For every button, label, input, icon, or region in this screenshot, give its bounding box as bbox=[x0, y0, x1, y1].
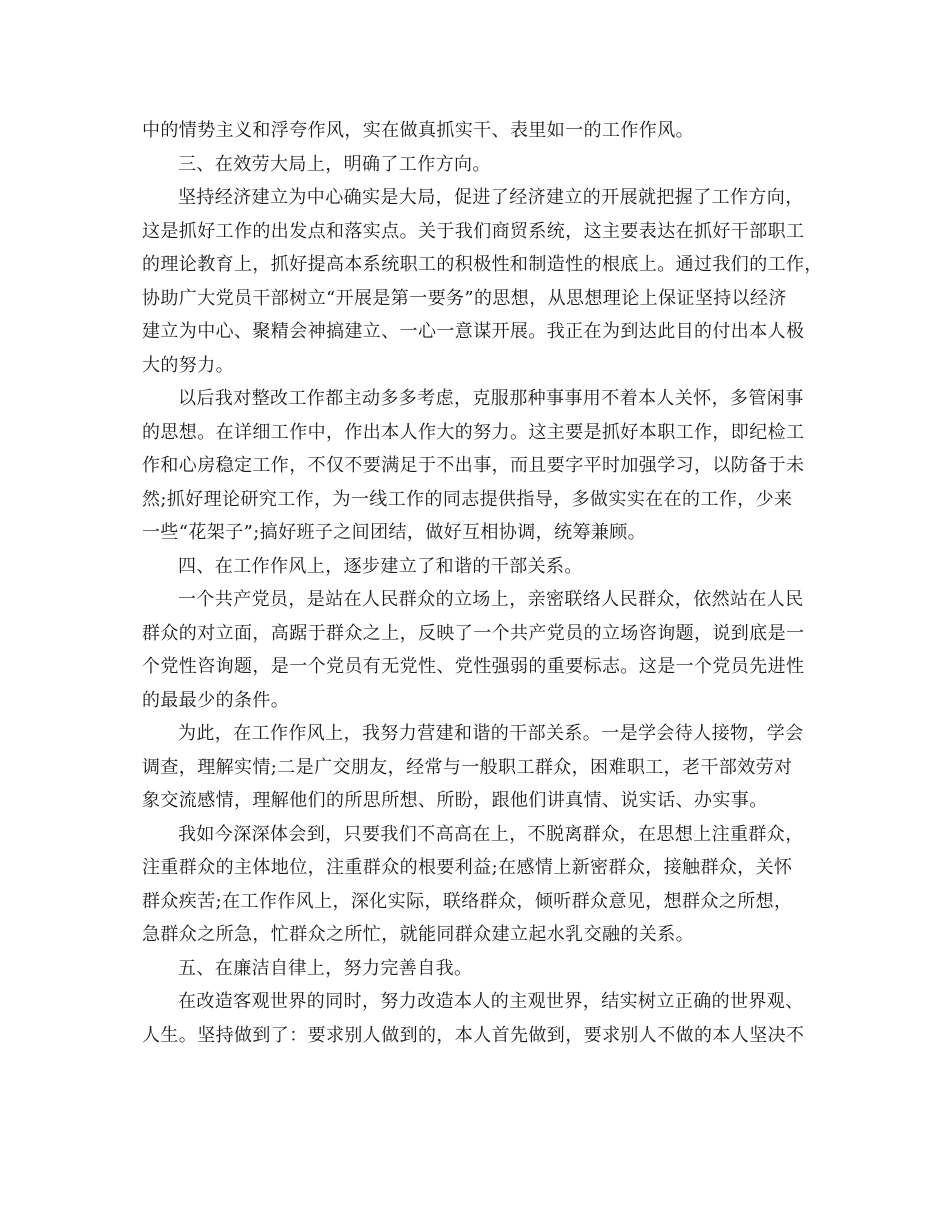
text-line: 以后我对整改工作都主动多多考虑，克服那种事事用不着本人关怀，多管闲事 bbox=[178, 388, 804, 409]
text-line: 中的情势主义和浮夸作风，实在做真抓实干、表里如一的工作作风。 bbox=[142, 120, 694, 141]
text-line: 的理论教育上，抓好提高本系统职工的积极性和制造性的根底上。通过我们的工作， bbox=[142, 254, 823, 275]
text-line: 调查，理解实情;二是广交朋友，经常与一般职工群众，困难职工，老干部效劳对 bbox=[142, 756, 793, 778]
text-line: 在改造客观世界的同时，努力改造本人的主观世界，结实树立正确的世界观、 bbox=[178, 991, 804, 1012]
text-line: 坚持经济建立为中心确实是大局，促进了经济建立的开展就把握了工作方向， bbox=[178, 187, 804, 208]
text-line: 个党性咨询题，是一个党员有无党性、党性强弱的重要标志。这是一个党员先进性 bbox=[142, 656, 805, 677]
section-heading: 四、在工作作风上，逐步建立了和谐的干部关系。 bbox=[178, 555, 583, 577]
text-line: 一些“花架子”;搞好班子之间团结，做好互相协调，统筹兼顾。 bbox=[142, 522, 647, 543]
text-line: 建立为中心、聚精会神搞建立、一心一意谋开展。我正在为到达此目的付出本人极 bbox=[142, 321, 805, 342]
text-line: 象交流感情，理解他们的所思所想、所盼，跟他们讲真情、说实话、办实事。 bbox=[142, 790, 768, 811]
text-line: 人生。坚持做到了：要求别人做到的，本人首先做到，要求别人不做的本人坚决不 bbox=[142, 1024, 805, 1046]
text-line: 大的努力。 bbox=[142, 354, 234, 376]
text-line: 急群众之所急，忙群众之所忙，就能同群众建立起水乳交融的关系。 bbox=[142, 924, 694, 945]
text-line: 我如今深深体会到，只要我们不高高在上，不脱离群众，在思想上注重群众， bbox=[178, 823, 804, 845]
text-line: 然;抓好理论研究工作，为一线工作的同志提供指导，多做实实在在的工作，少来 bbox=[142, 488, 793, 510]
text-line: 群众的对立面，高踞于群众之上，反映了一个共产党员的立场咨询题，说到底是一 bbox=[142, 622, 805, 644]
text-line: 的思想。在详细工作中，作出本人作大的努力。这主要是抓好本职工作，即纪检工 bbox=[142, 421, 805, 443]
text-line: 一个共产党员，是站在人民群众的立场上，亲密联络人民群众，依然站在人民 bbox=[178, 589, 804, 610]
text-line: 为此，在工作作风上，我努力营建和谐的干部关系。一是学会待人接物，学会 bbox=[178, 723, 804, 744]
document-body bbox=[142, 114, 822, 1052]
text-line: 这是抓好工作的出发点和落实点。关于我们商贸系统，这主要表达在抓好干部职工 bbox=[142, 220, 805, 242]
section-heading: 五、在廉洁自律上，努力完善自我。 bbox=[178, 957, 473, 979]
section-heading: 三、在效劳大局上，明确了工作方向。 bbox=[178, 153, 491, 175]
text-line: 群众疾苦;在工作作风上，深化实际，联络群众，倾听群众意见，想群众之所想， bbox=[142, 890, 793, 912]
text-line: 协助广大党员干部树立“开展是第一要务”的思想，从思想理论上保证坚持以经济 bbox=[142, 287, 787, 309]
text-line: 注重群众的主体地位，注重群众的根要利益;在感情上新密群众，接触群众，关怀 bbox=[142, 857, 793, 878]
text-line: 作和心房稳定工作，不仅不要满足于不出事，而且要字平时加强学习，以防备于未 bbox=[142, 455, 805, 476]
text-line: 的最最少的条件。 bbox=[142, 689, 290, 711]
